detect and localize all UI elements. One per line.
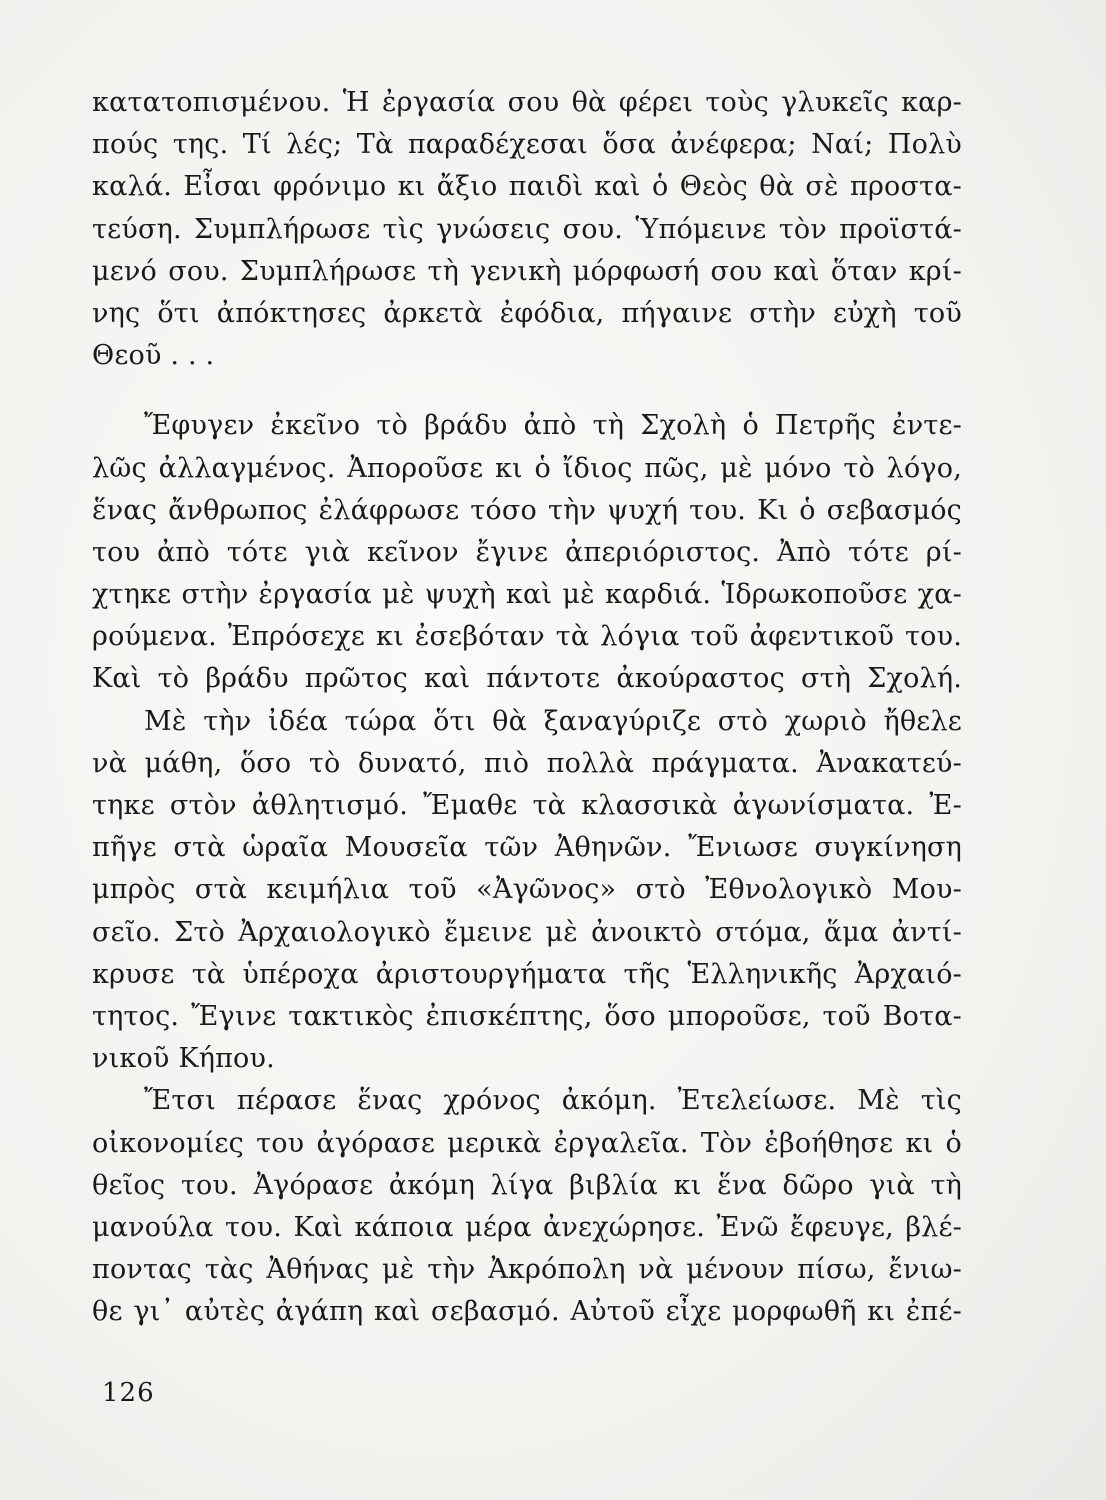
text-line: Ἔτσι πέρασε ἕνας χρόνος ἀκόμη. Ἐτελείωσε. Μὲ τὶς xyxy=(144,1085,962,1117)
text-line: νὰ μάθη, ὅσο τὸ δυνατό, πιὸ πολλὰ πράγματα. Ἀνακατεύ- xyxy=(92,747,962,779)
text-line: τητος. Ἔγινε τακτικὸς ἐπισκέπτης, ὅσο μποροῦσε, τοῦ Βοτα- xyxy=(92,1000,962,1032)
text-line: Καὶ τὸ βράδυ πρῶτος καὶ πάντοτε ἀκούραστος στὴ Σχολή. xyxy=(92,663,962,695)
text-line: χτηκε στὴν ἐργασία μὲ ψυχὴ καὶ μὲ καρδιά. Ἱδρωκοποῦσε χα- xyxy=(92,579,962,611)
text-line: μπρὸς στὰ κειμήλια τοῦ «Ἀγῶνος» στὸ Ἐθνολογικὸ Μου- xyxy=(92,874,962,906)
text-line: Θεοῦ . . . xyxy=(92,340,215,372)
text-line: ποντας τὰς Ἀθήνας μὲ τὴν Ἀκρόπολη νὰ μένουν πίσω, ἔνιω- xyxy=(92,1254,962,1286)
text-line: ρούμενα. Ἐπρόσεχε κι ἐσεβόταν τὰ λόγια τοῦ ἀφεντικοῦ του. xyxy=(92,621,962,653)
paragraph-gap xyxy=(92,377,962,405)
text-line: τεύση. Συμπλήρωσε τὶς γνώσεις σου. Ὑπόμεινε τὸν προϊστά- xyxy=(92,213,962,245)
text-line: κρυσε τὰ ὑπέροχα ἀριστουργήματα τῆς Ἑλληνικῆς Ἀρχαιό- xyxy=(92,958,962,990)
text-line: θε γι᾽ αὐτὲς ἀγάπη καὶ σεβασμό. Αὐτοῦ εἶχε μορφωθῆ κι ἐπέ- xyxy=(92,1296,962,1328)
text-line: νης ὅτι ἀπόκτησες ἀρκετὰ ἐφόδια, πήγαινε στὴν εὐχὴ τοῦ xyxy=(92,297,962,329)
text-line: πούς της. Τί λές; Τὰ παραδέχεσαι ὅσα ἀνέφερα; Ναί; Πολὺ xyxy=(92,129,962,161)
page-number: 126 xyxy=(102,1378,155,1408)
text-line: Μὲ τὴν ἰδέα τώρα ὅτι θὰ ξαναγύριζε στὸ χωριὸ ἤθελε xyxy=(144,705,962,737)
text-line: οἰκονομίες του ἀγόρασε μερικὰ ἐργαλεῖα. Τὸν ἐβοήθησε κι ὁ xyxy=(92,1127,962,1159)
text-line: μανούλα του. Καὶ κάποια μέρα ἀνεχώρησε. Ἐνῶ ἔφευγε, βλέ- xyxy=(92,1211,962,1243)
text-line: κατατοπισμένου. Ἡ ἐργασία σου θὰ φέρει τοὺς γλυκεῖς καρ- xyxy=(92,87,962,118)
text-line: νικοῦ Κήπου. xyxy=(92,1043,275,1075)
text-line: τηκε στὸν ἀθλητισμό. Ἔμαθε τὰ κλασσικὰ ἀγωνίσματα. Ἐ- xyxy=(92,790,962,821)
body-text xyxy=(92,82,962,1333)
text-line: ἕνας ἄνθρωπος ἐλάφρωσε τόσο τὴν ψυχή του. Κι ὁ σεβασμός xyxy=(92,494,962,526)
text-line: σεῖο. Στὸ Ἀρχαιολογικὸ ἔμεινε μὲ ἀνοικτὸ στόμα, ἅμα ἀντί- xyxy=(92,916,962,948)
text-line: Ἔφυγεν ἐκεῖνο τὸ βράδυ ἀπὸ τὴ Σχολὴ ὁ Πετρῆς ἐντε- xyxy=(144,410,962,442)
text-line: θεῖος του. Ἀγόρασε ἀκόμη λίγα βιβλία κι ἕνα δῶρο γιὰ τὴ xyxy=(92,1169,962,1201)
text-line: λῶς ἀλλαγμένος. Ἀποροῦσε κι ὁ ἴδιος πῶς, μὲ μόνο τὸ λόγο, xyxy=(92,452,962,484)
text-line: μενό σου. Συμπλήρωσε τὴ γενικὴ μόρφωσή σου καὶ ὅταν κρί- xyxy=(92,255,962,287)
text-line: καλά. Εἶσαι φρόνιμο κι ἄξιο παιδὶ καὶ ὁ Θεὸς θὰ σὲ προστα- xyxy=(92,171,962,203)
text-line: πῆγε στὰ ὡραῖα Μουσεῖα τῶν Ἀθηνῶν. Ἔνιωσε συγκίνηση xyxy=(92,832,962,864)
text-line: του ἀπὸ τότε γιὰ κεῖνον ἔγινε ἀπεριόριστος. Ἀπὸ τότε ρί- xyxy=(92,536,962,568)
